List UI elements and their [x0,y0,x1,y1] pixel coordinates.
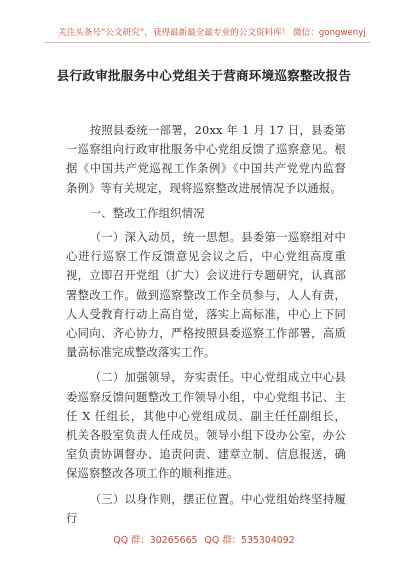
document-body [66,121,346,534]
intro-paragraph: 按照县委统一部署，20xx 年 1 月 17 日，县委第一巡察组向行政审批服务中心党组反馈了巡察意见。根据《中国共产党巡视工作条例》《中国共产党党内监督条例》等有关规定，现将巡察整改进展情况予以通报。 [66,124,346,195]
promo-banner: 关注头条号“公文研究”，获得最新最全最专业的公文资料库！ 微信：gongwenyj [58,28,366,38]
footer-contact [0,532,408,546]
body-paragraph: （一）深入动员，统一思想。县委第一巡察组对中心进行巡察工作反馈意见会议之后，中心党组高度重视，立即召开党组（扩大）会议进行专题研究，认真部署整改工作。做到巡察整改工作全员参与，人人有责，人人受教育行动上高自觉，落实上高标准，中心上下同心同向、齐心协力，严格按照县委巡察工作部署，高质量高标准完成整改落实工作。 [66,231,346,360]
document-title: 县行政审批服务中心党组关于营商环境巡察整改报告 [56,68,352,83]
body-paragraph: （二）加强领导，夯实责任。中心党组成立中心县委巡察反馈问题整改工作领导小组，中心党组书记、主任 X 任组长，其他中心党组成员、副主任任副组长，机关各股室负责人任成员。领导小组下设办公室，办公室负责协调督办、追责问责、建章立制、信息报送，确保巡察整改各项工作的顺利推进。 [66,371,346,481]
body-paragraph: （三）以身作则，摆正位置。中心党组始终坚持履行 [66,492,346,525]
footer-qq-group-2: QQ 群：535304092 [204,535,295,546]
section-heading: 一、整改工作组织情况 [89,206,205,220]
banner-divider [44,42,370,43]
footer-qq-group-1: QQ 群：30265665 [113,535,198,546]
